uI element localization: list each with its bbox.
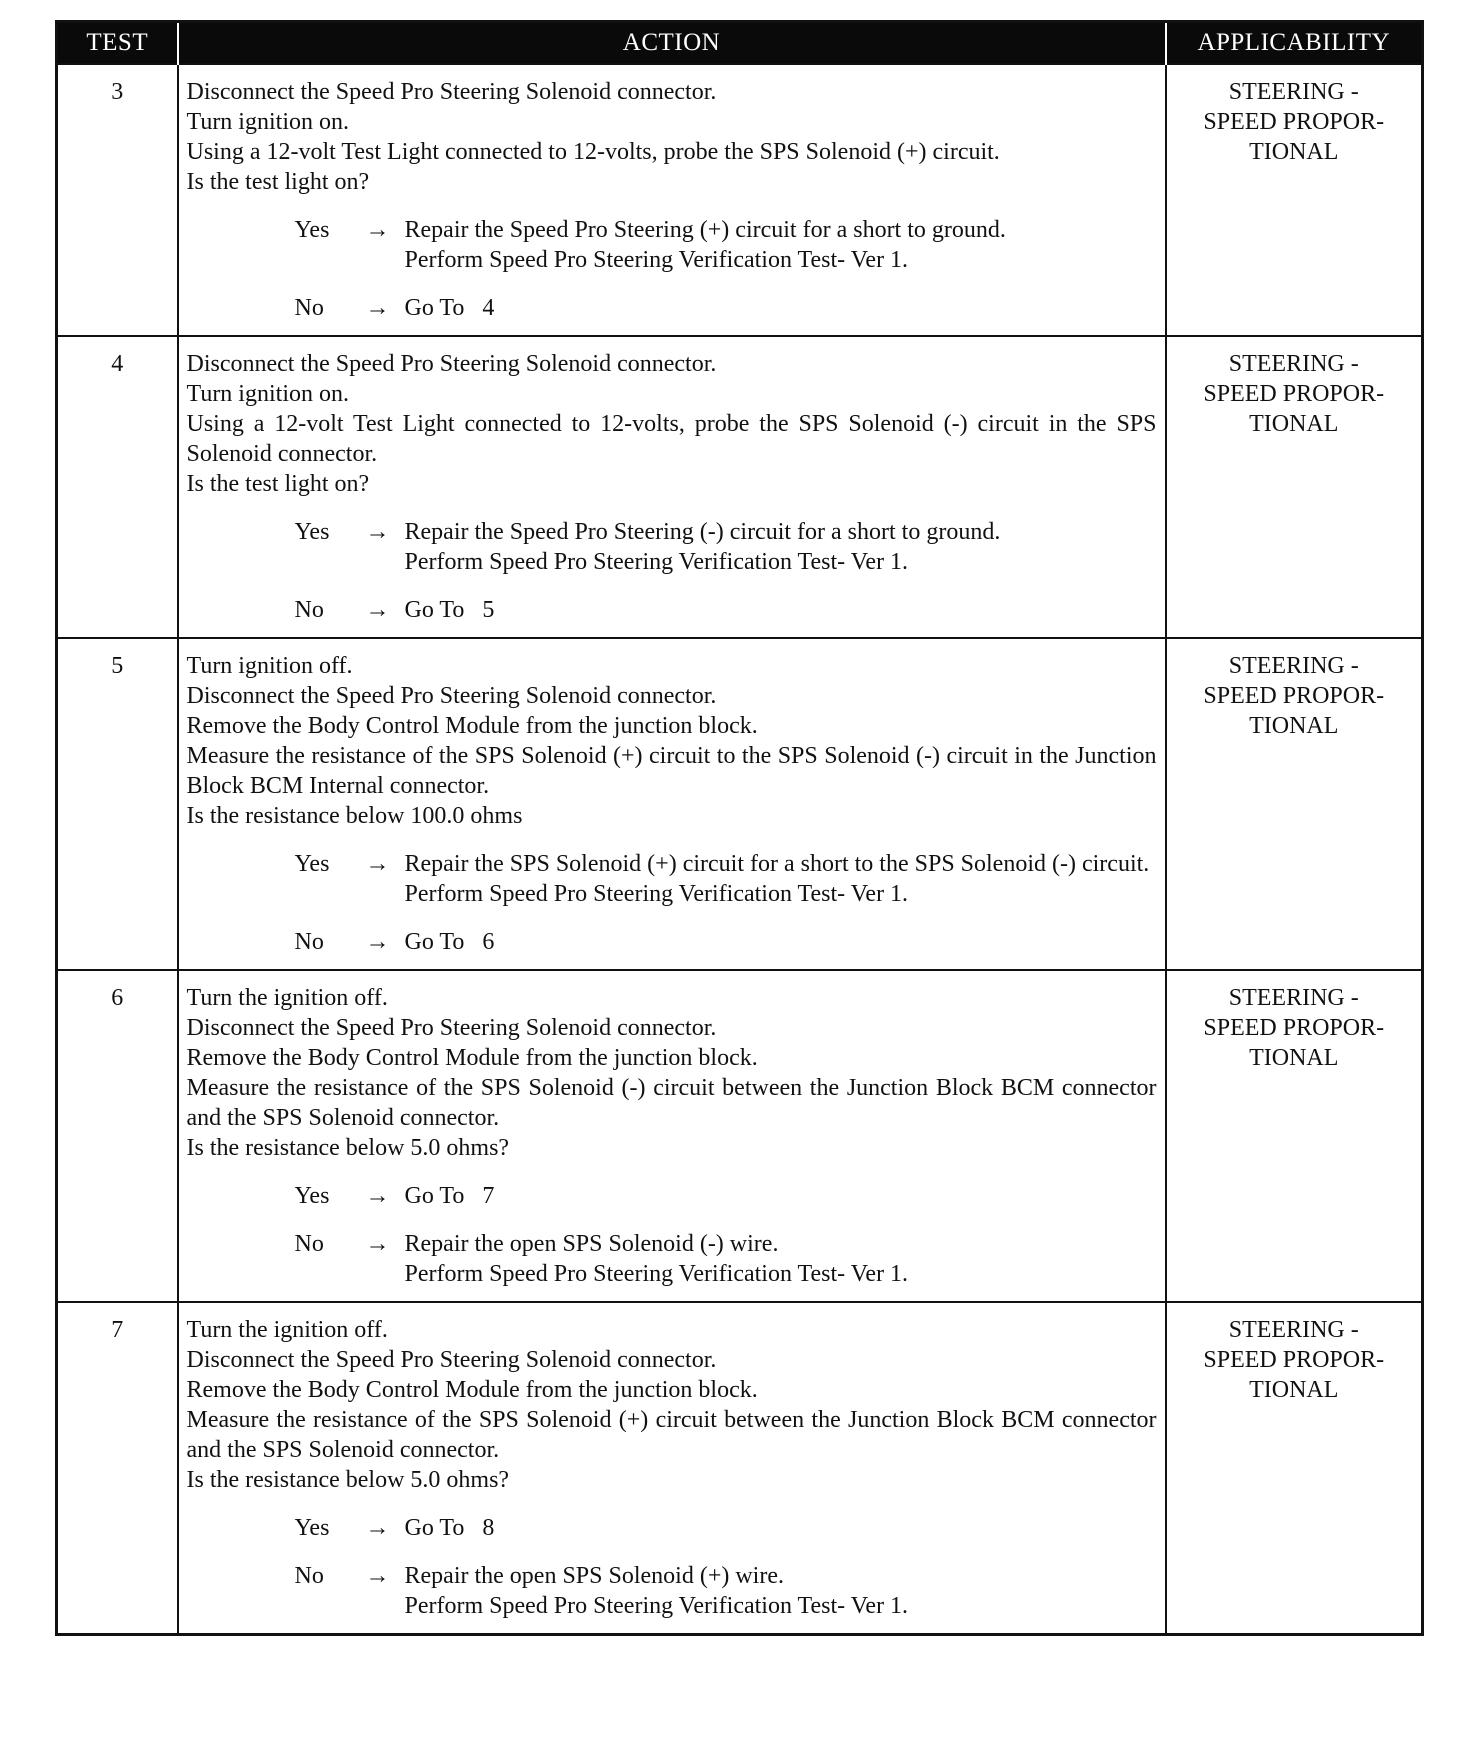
table-row [57, 64, 1423, 336]
applicability-line: STEERING - [1228, 985, 1359, 1011]
answer-label: No [294, 597, 324, 623]
answer-label: No [294, 1231, 324, 1257]
answer-line: Perform Speed Pro Steering Verification Test- Ver 1. [404, 881, 909, 907]
answer-list [187, 517, 1157, 625]
answer-yes [187, 1181, 1157, 1211]
diagnostic-test-table [55, 20, 1424, 1636]
answer-no [187, 293, 1157, 323]
action-step: Measure the resistance of the SPS Solenoid (+) circuit to the SPS Solenoid (-) circuit in the Junction Block BCM Internal connector. [186, 743, 1157, 799]
applicability-line: SPEED PROPOR- [1203, 1015, 1385, 1041]
answer-no [187, 927, 1157, 957]
action-step: Remove the Body Control Module from the junction block. [186, 713, 758, 739]
answer-instruction [405, 1513, 1157, 1543]
action-step: Remove the Body Control Module from the junction block. [186, 1377, 758, 1403]
header-action: ACTION [178, 22, 1166, 65]
answer-list [187, 215, 1157, 323]
arrow-right-icon: → [365, 597, 390, 623]
applicability-line: TIONAL [1249, 139, 1339, 165]
answer-line: Repair the Speed Pro Steering (+) circuit for a short to ground. [404, 217, 1006, 243]
table-header-row [57, 22, 1423, 65]
answer-instruction [405, 849, 1157, 909]
action-cell [178, 1302, 1166, 1635]
arrow-right-icon: → [365, 217, 390, 243]
arrow-right-icon: → [365, 1563, 390, 1589]
answer-label: Yes [294, 519, 330, 545]
arrow-right-icon: → [365, 929, 390, 955]
answer-label: No [294, 929, 324, 955]
action-step: Is the resistance below 5.0 ohms? [186, 1467, 510, 1493]
table-row [57, 336, 1423, 638]
table-row [57, 970, 1423, 1302]
answer-line: Perform Speed Pro Steering Verification Test- Ver 1. [404, 1593, 909, 1619]
answer-line: Perform Speed Pro Steering Verification Test- Ver 1. [404, 247, 909, 273]
applicability-line: STEERING - [1228, 1317, 1359, 1343]
applicability-cell [1166, 64, 1423, 336]
answer-instruction [405, 1561, 1157, 1621]
action-step: Measure the resistance of the SPS Solenoid (-) circuit between the Junction Block BCM connector and the SPS Solenoid connector. [186, 1075, 1157, 1131]
action-step: Disconnect the Speed Pro Steering Solenoid connector. [186, 79, 717, 105]
header-test: TEST [57, 22, 178, 65]
answer-line: Perform Speed Pro Steering Verification Test- Ver 1. [404, 1261, 909, 1287]
answer-line: Perform Speed Pro Steering Verification Test- Ver 1. [404, 549, 909, 575]
answer-no [187, 1229, 1157, 1289]
answer-label: Yes [294, 1515, 330, 1541]
action-step: Disconnect the Speed Pro Steering Solenoid connector. [186, 1347, 717, 1373]
applicability-line: STEERING - [1228, 79, 1359, 105]
answer-label: Yes [294, 217, 330, 243]
answer-list [187, 1181, 1157, 1289]
action-cell [178, 638, 1166, 970]
answer-label: No [294, 295, 324, 321]
applicability-line: SPEED PROPOR- [1203, 683, 1385, 709]
answer-no [187, 595, 1157, 625]
action-step: Disconnect the Speed Pro Steering Solenoid connector. [186, 351, 717, 377]
answer-instruction [405, 293, 1157, 323]
test-number: 7 [57, 1302, 178, 1635]
answer-label: Yes [294, 1183, 330, 1209]
action-cell [178, 64, 1166, 336]
applicability-line: SPEED PROPOR- [1203, 1347, 1385, 1373]
answer-instruction [405, 517, 1157, 577]
answer-label: No [294, 1563, 324, 1589]
answer-yes [187, 1513, 1157, 1543]
applicability-cell [1166, 638, 1423, 970]
arrow-right-icon: → [365, 851, 390, 877]
test-number: 4 [57, 336, 178, 638]
applicability-line: STEERING - [1228, 653, 1359, 679]
applicability-line: SPEED PROPOR- [1203, 381, 1385, 407]
applicability-cell [1166, 1302, 1423, 1635]
table-body [57, 64, 1423, 1635]
action-step: Turn the ignition off. [186, 1317, 388, 1343]
answer-yes [187, 849, 1157, 909]
action-step: Is the resistance below 5.0 ohms? [186, 1135, 510, 1161]
applicability-cell [1166, 336, 1423, 638]
applicability-line: SPEED PROPOR- [1203, 109, 1385, 135]
action-cell [178, 336, 1166, 638]
action-step: Is the test light on? [186, 471, 370, 497]
answer-no [187, 1561, 1157, 1621]
arrow-right-icon: → [365, 1515, 390, 1541]
answer-label: Yes [294, 851, 330, 877]
answer-line: Repair the SPS Solenoid (+) circuit for a short to the SPS Solenoid (-) circuit. [404, 851, 1150, 877]
table-row [57, 1302, 1423, 1635]
answer-line: Go To 7 [404, 1183, 495, 1209]
answer-list [187, 849, 1157, 957]
applicability-line: STEERING - [1228, 351, 1359, 377]
action-step: Remove the Body Control Module from the junction block. [186, 1045, 758, 1071]
applicability-line: TIONAL [1249, 713, 1339, 739]
arrow-right-icon: → [365, 519, 390, 545]
action-step: Using a 12-volt Test Light connected to 12-volts, probe the SPS Solenoid (+) circuit. [186, 139, 1000, 165]
answer-instruction [405, 215, 1157, 275]
test-number: 3 [57, 64, 178, 336]
action-step: Measure the resistance of the SPS Solenoid (+) circuit between the Junction Block BCM connector and the SPS Solenoid connector. [186, 1407, 1157, 1463]
arrow-right-icon: → [365, 1183, 390, 1209]
arrow-right-icon: → [365, 295, 390, 321]
answer-line: Repair the open SPS Solenoid (+) wire. [404, 1563, 784, 1589]
arrow-right-icon: → [365, 1231, 390, 1257]
answer-instruction [405, 1229, 1157, 1289]
applicability-line: TIONAL [1249, 1045, 1339, 1071]
answer-line: Repair the open SPS Solenoid (-) wire. [404, 1231, 779, 1257]
answer-yes [187, 517, 1157, 577]
action-step: Turn ignition on. [186, 381, 349, 407]
action-step: Is the resistance below 100.0 ohms [186, 803, 523, 829]
action-step: Disconnect the Speed Pro Steering Solenoid connector. [186, 683, 717, 709]
action-step: Turn ignition on. [186, 109, 349, 135]
answer-line: Repair the Speed Pro Steering (-) circuit for a short to ground. [404, 519, 1001, 545]
applicability-line: TIONAL [1249, 1377, 1339, 1403]
answer-instruction [405, 1181, 1157, 1211]
answer-line: Go To 5 [404, 597, 495, 623]
action-cell [178, 970, 1166, 1302]
answer-line: Go To 8 [404, 1515, 495, 1541]
action-step: Turn ignition off. [186, 653, 353, 679]
answer-list [187, 1513, 1157, 1621]
answer-instruction [405, 927, 1157, 957]
answer-line: Go To 4 [404, 295, 495, 321]
action-step: Is the test light on? [186, 169, 370, 195]
applicability-line: TIONAL [1249, 411, 1339, 437]
table-row [57, 638, 1423, 970]
action-step: Disconnect the Speed Pro Steering Solenoid connector. [186, 1015, 717, 1041]
action-step: Using a 12-volt Test Light connected to 12-volts, probe the SPS Solenoid (-) circuit in the SPS Solenoid connector. [186, 411, 1157, 467]
applicability-cell [1166, 970, 1423, 1302]
test-number: 5 [57, 638, 178, 970]
test-number: 6 [57, 970, 178, 1302]
answer-yes [187, 215, 1157, 275]
header-applicability: APPLICABILITY [1166, 22, 1423, 65]
answer-instruction [405, 595, 1157, 625]
action-step: Turn the ignition off. [186, 985, 388, 1011]
answer-line: Go To 6 [404, 929, 495, 955]
